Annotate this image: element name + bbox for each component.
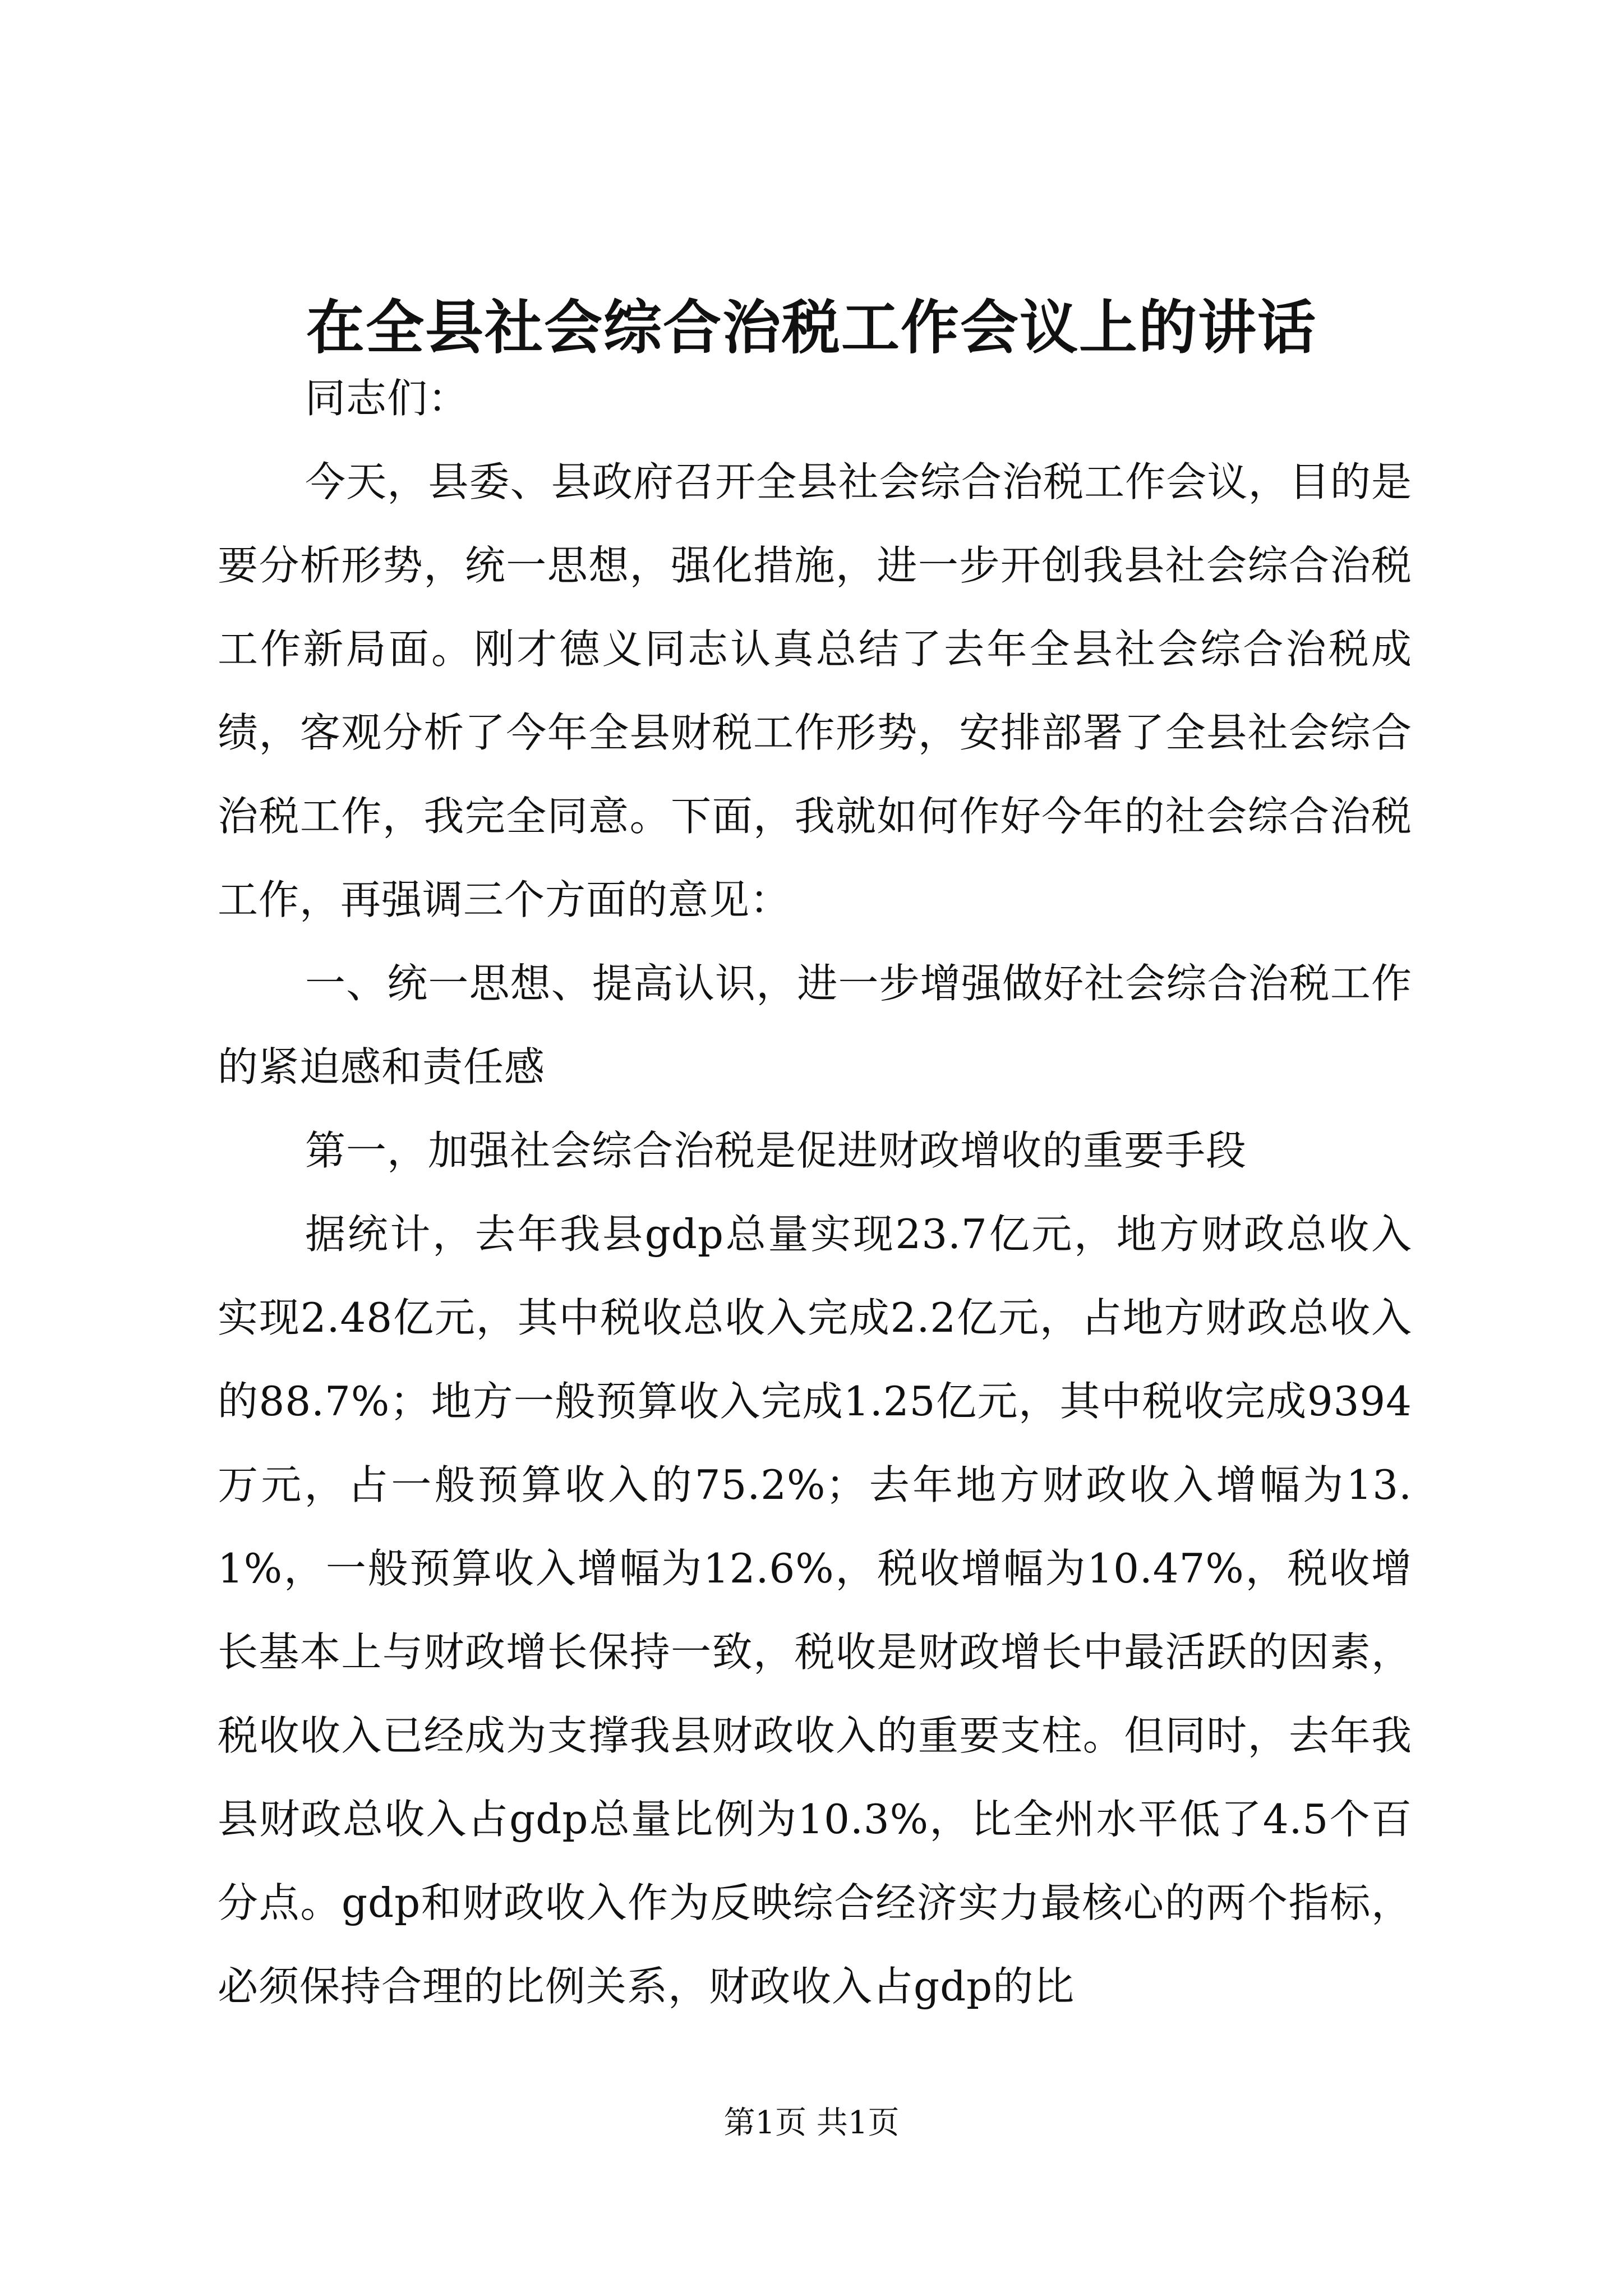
subsection-heading-1: 第一，加强社会综合治税是促进财政增收的重要手段 xyxy=(305,1127,1247,1174)
page-footer xyxy=(0,2098,1623,2143)
salutation-paragraph: 同志们： xyxy=(305,375,469,422)
document-body xyxy=(218,357,1412,2028)
statistics-paragraph: 据统计，去年我县gdp总量实现23.7亿元，地方财政总收入实现2.48亿元，其中税收总收入完成2.2亿元，占地方财政总收入的88.7%；地方一般预算收入完成1.25亿元，其中税收完成9394万元，占一般预算收入的75.2%；去年地方财政收入增幅为13.1%，一般预算收入增幅为12.6%，税收增幅为10.47%，税收增长基本上与财政增长保持一致，税收是财政增长中最活跃的因素，税收收入已经成为支撑我县财政收入的重要支柱。但同时，去年我县财政总收入占gdp总量比例为10.3%，比全州水平低了4.5个百分点。gdp和财政收入作为反映综合经济实力最核心的两个指标，必须保持合理的比例关系，财政收入占gdp的比 xyxy=(218,1211,1412,2010)
intro-paragraph: 今天，县委、县政府召开全县社会综合治税工作会议，目的是要分析形势，统一思想，强化措施，进一步开创我县社会综合治税工作新局面。刚才德义同志认真总结了去年全县社会综合治税成绩，客观分析了今年全县财税工作形势，安排部署了全县社会综合治税工作，我完全同意。下面，我就如何作好今年的社会综合治税工作，再强调三个方面的意见： xyxy=(218,458,1412,923)
page-number: 第1页 共1页 xyxy=(723,2105,900,2141)
section-heading-1: 一、统一思想、提高认识，进一步增强做好社会综合治税工作的紧迫感和责任感 xyxy=(218,960,1412,1091)
document-title: 在全县社会综合治税工作会议上的讲话 xyxy=(306,293,1317,362)
